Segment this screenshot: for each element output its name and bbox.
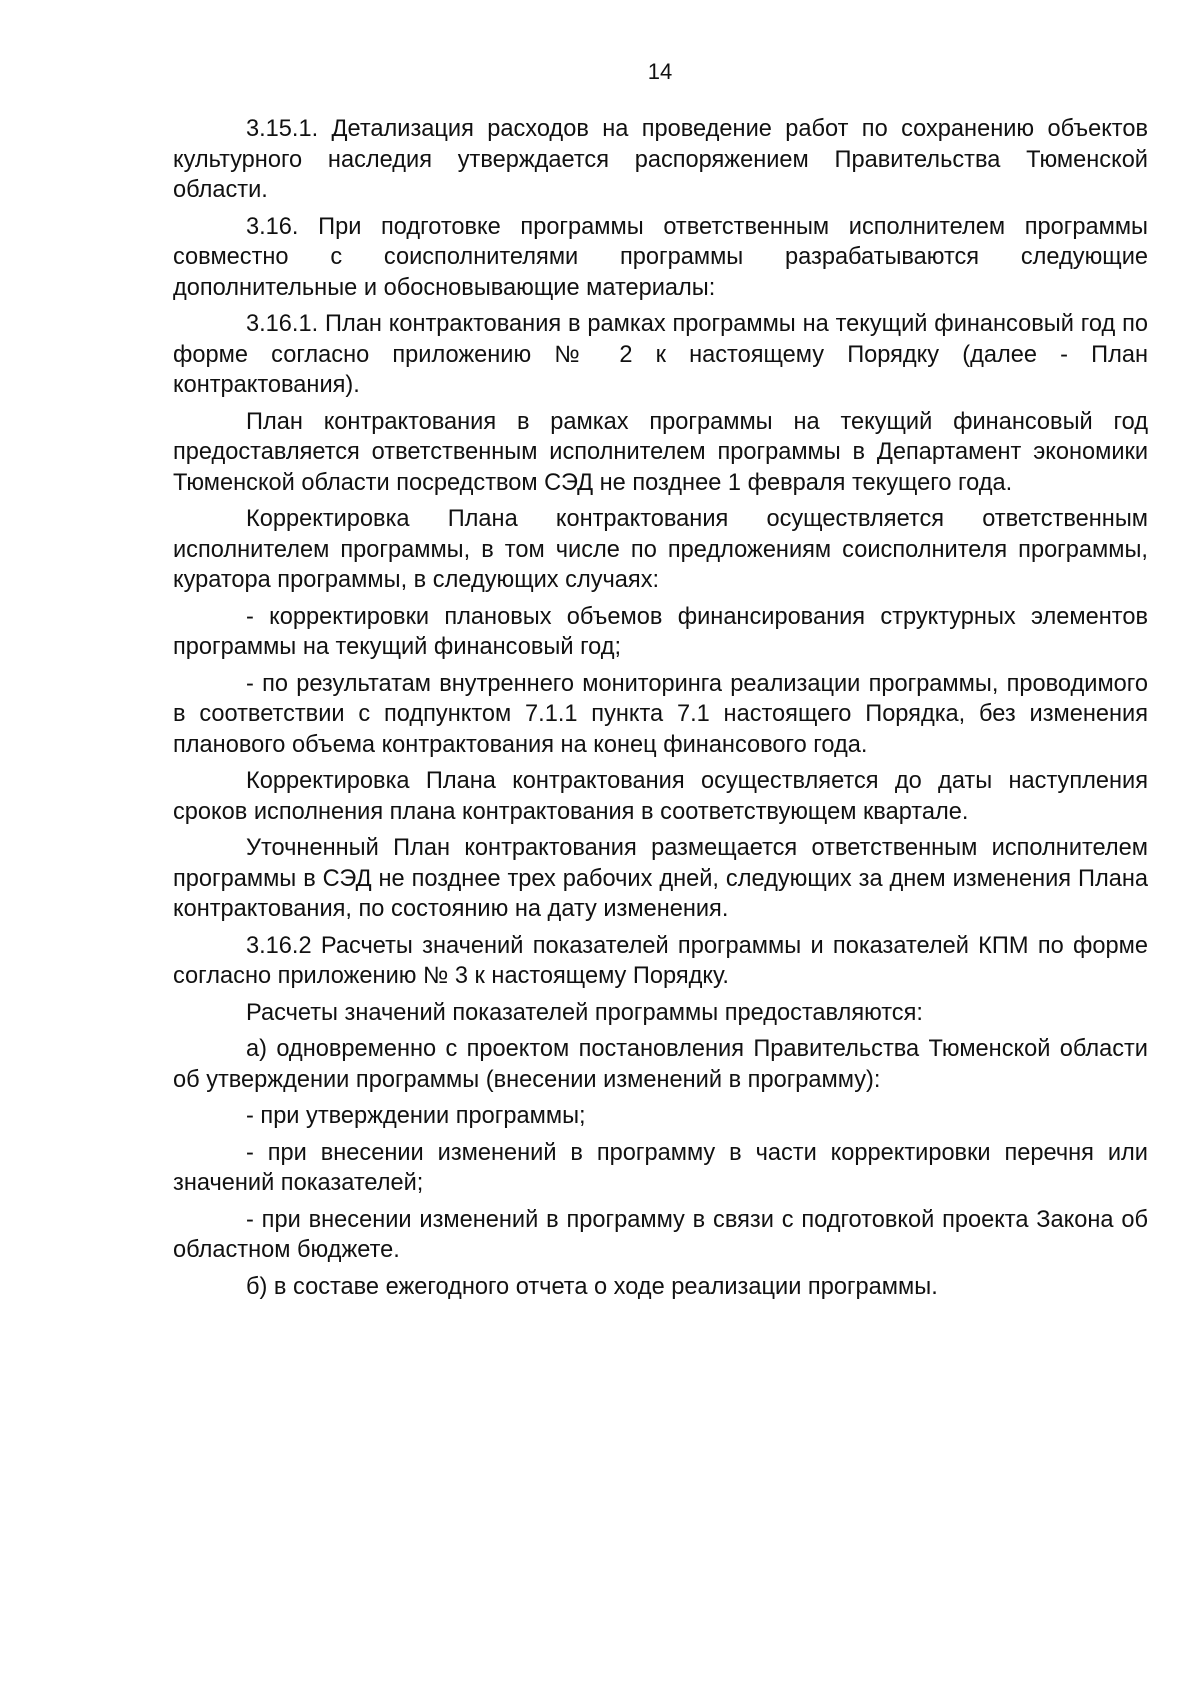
list-item-correction-volumes: - корректировки плановых объемов финансирования структурных элементов программы на текущий финансовый год;	[173, 603, 1148, 660]
paragraph-3-16-2: 3.16.2 Расчеты значений показателей программы и показателей КПМ по форме согласно приложению № 3 к настоящему Порядку.	[173, 932, 1148, 989]
list-item-approval: - при утверждении программы;	[246, 1103, 586, 1129]
paragraph-calculations-provided: Расчеты значений показателей программы предоставляются:	[246, 999, 923, 1026]
list-item-budget-law: - при внесении изменений в программу в связи с подготовкой проекта Закона об областном бюджете.	[173, 1206, 1148, 1263]
list-item-a: а) одновременно с проектом постановления Правительства Тюменской области об утверждении программы (внесении изменений в программу):	[173, 1036, 1148, 1093]
page-number: 14	[647, 59, 673, 84]
paragraph-3-16-1: 3.16.1. План контрактования в рамках программы на текущий финансовый год по форме согласно приложению № 2 к настоящему Порядку (далее - План контрактования).	[173, 311, 1148, 398]
paragraph-plan-correction: Корректировка Плана контрактования осуществляется ответственным исполнителем программы, в том числе по предложениям соисполнителя программы, куратора программы, в следующих случаях:	[173, 506, 1148, 593]
document-body	[173, 114, 1148, 1308]
paragraph-updated-plan: Уточненный План контрактования размещается ответственным исполнителем программы в СЭД не позднее трех рабочих дней, следующих за днем изменения Плана контрактования, по состоянию на дату изменения.	[173, 835, 1148, 922]
paragraph-correction-deadline: Корректировка Плана контрактования осуществляется до даты наступления сроков исполнения плана контрактования в соответствующем квартале.	[173, 768, 1148, 825]
list-item-b: б) в составе ежегодного отчета о ходе реализации программы.	[246, 1273, 938, 1300]
list-item-monitoring-results: - по результатам внутреннего мониторинга реализации программы, проводимого в соответствии с подпунктом 7.1.1 пункта 7.1 настоящего Порядка, без изменения планового объема контрактования на конец финансового года.	[173, 670, 1148, 758]
paragraph-plan-submission: План контрактования в рамках программы на текущий финансовый год предоставляется ответственным исполнителем программы в Департамент экономики Тюменской области посредством СЭД не позднее 1 февраля текущего года.	[173, 408, 1148, 496]
paragraph-3-16: 3.16. При подготовке программы ответственным исполнителем программы совместно с соисполнителями программы разрабатываются следующие дополнительные и обосновывающие материалы:	[173, 213, 1148, 301]
list-item-indicator-changes: - при внесении изменений в программу в части корректировки перечня или значений показателей;	[173, 1139, 1148, 1196]
paragraph-3-15-1: 3.15.1. Детализация расходов на проведение работ по сохранению объектов культурного наследия утверждается распоряжением Правительства Тюменской области.	[173, 116, 1148, 203]
